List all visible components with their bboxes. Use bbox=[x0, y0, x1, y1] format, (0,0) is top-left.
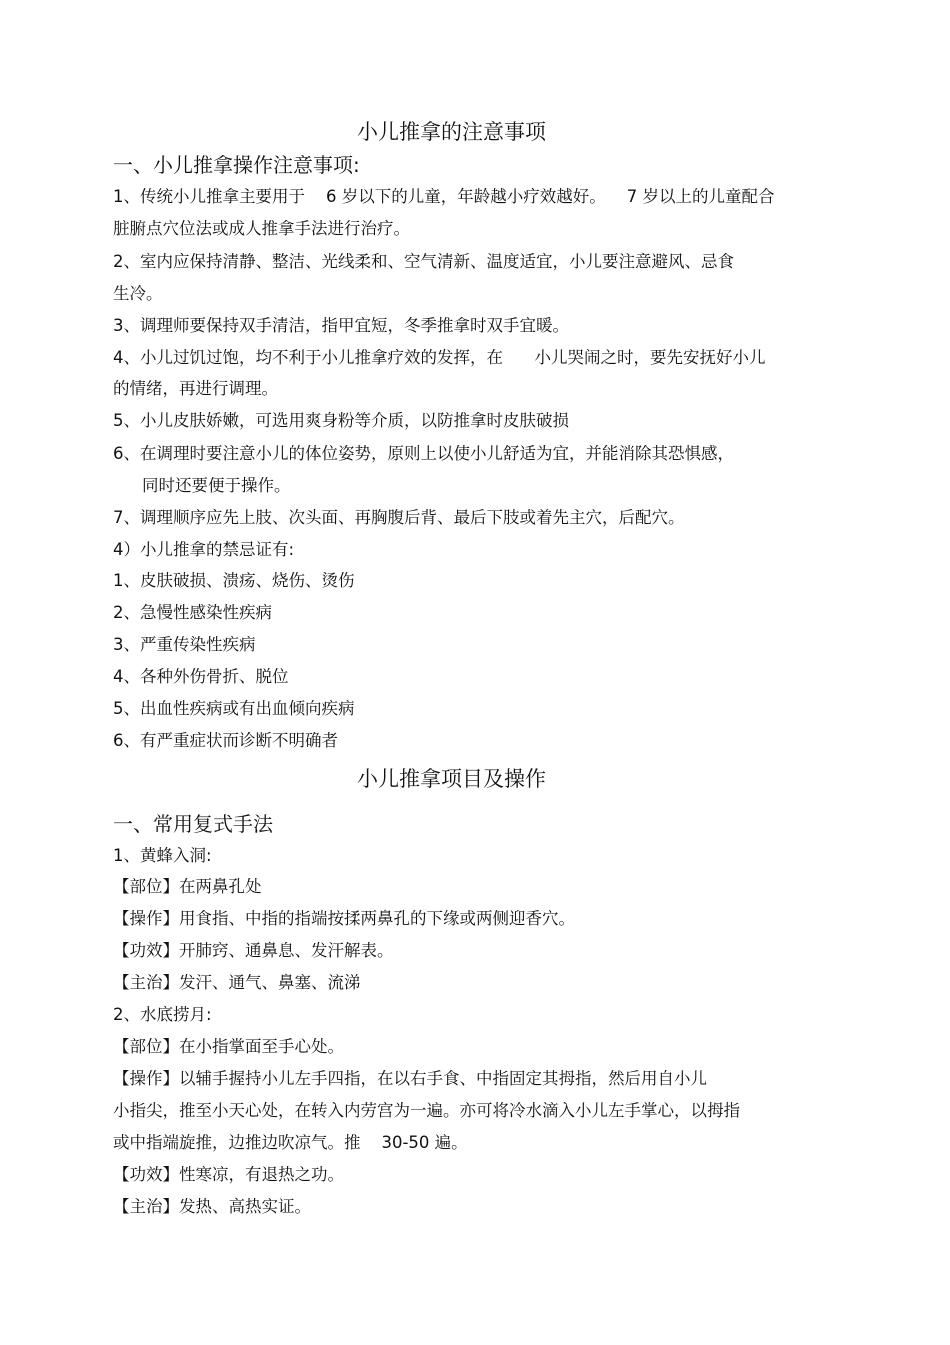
page-title: 小儿推拿的注意事项 bbox=[357, 120, 546, 144]
note-line: 2、室内应保持清静、整洁、光线柔和、空气清新、温度适宜，小儿要注意避风、忌食 bbox=[113, 252, 734, 271]
contraindication-item: 1、皮肤破损、溃疡、烧伤、烫伤 bbox=[113, 571, 355, 590]
contraindication-item: 4、各种外伤骨折、脱位 bbox=[113, 667, 289, 686]
technique-name: 2、水底捞月: bbox=[113, 1005, 212, 1024]
technique-indication: 【主治】发热、高热实证。 bbox=[113, 1197, 311, 1216]
technique-effect: 【功效】性寒凉，有退热之功。 bbox=[113, 1165, 344, 1184]
contraindication-item: 5、出血性疾病或有出血倾向疾病 bbox=[113, 699, 355, 718]
technique-operation: 【操作】用食指、中指的指端按揉两鼻孔的下缘或两侧迎香穴。 bbox=[113, 909, 575, 928]
technique-location: 【部位】在小指掌面至手心处。 bbox=[113, 1037, 344, 1056]
technique-effect: 【功效】开肺窍、通鼻息、发汗解表。 bbox=[113, 941, 394, 960]
note-line: 同时还要便于操作。 bbox=[142, 476, 291, 495]
contraindications-heading: 4）小儿推拿的禁忌证有: bbox=[113, 540, 295, 559]
technique-operation: 或中指端旋推，边推边吹凉气。推 30-50 遍。 bbox=[113, 1133, 468, 1152]
technique-operation: 小指尖，推至小天心处，在转入内劳宫为一遍。亦可将冷水滴入小儿左手掌心，以拇指 bbox=[113, 1101, 740, 1120]
note-line: 7、调理顺序应先上肢、次头面、再胸腹后背、最后下肢或着先主穴，后配穴。 bbox=[113, 508, 685, 527]
note-line: 4、小儿过饥过饱，均不利于小儿推拿疗效的发挥，在 小儿哭闹之时，要先安抚好小儿 bbox=[113, 348, 766, 367]
contraindication-item: 3、严重传染性疾病 bbox=[113, 635, 256, 654]
note-line: 6、在调理时要注意小儿的体位姿势，原则上以使小儿舒适为宜，并能消除其恐惧感， bbox=[113, 444, 734, 463]
technique-name: 1、黄蜂入洞: bbox=[113, 846, 212, 865]
section-heading: 一、常用复式手法 bbox=[113, 812, 273, 836]
technique-indication: 【主治】发汗、通气、鼻塞、流涕 bbox=[113, 973, 361, 992]
note-line: 5、小儿皮肤娇嫩，可选用爽身粉等介质，以防推拿时皮肤破损 bbox=[113, 411, 569, 430]
technique-operation: 【操作】以辅手握持小儿左手四指，在以右手食、中指固定其拇指，然后用自小儿 bbox=[113, 1069, 707, 1088]
section-heading: 一、小儿推拿操作注意事项: bbox=[113, 153, 360, 177]
technique-location: 【部位】在两鼻孔处 bbox=[113, 877, 262, 896]
contraindication-item: 6、有严重症状而诊断不明确者 bbox=[113, 731, 338, 750]
note-line: 的情绪，再进行调理。 bbox=[113, 379, 278, 398]
note-line: 生冷。 bbox=[113, 284, 163, 303]
section-title: 小儿推拿项目及操作 bbox=[357, 767, 546, 791]
contraindication-item: 2、急慢性感染性疾病 bbox=[113, 603, 272, 622]
note-line: 脏腑点穴位法或成人推拿手法进行治疗。 bbox=[113, 219, 410, 238]
note-line: 3、调理师要保持双手清洁，指甲宜短，冬季推拿时双手宜暖。 bbox=[113, 316, 569, 335]
note-line: 1、传统小儿推拿主要用于 6 岁以下的儿童，年龄越小疗效越好。 7 岁以上的儿童配合 bbox=[113, 187, 775, 206]
